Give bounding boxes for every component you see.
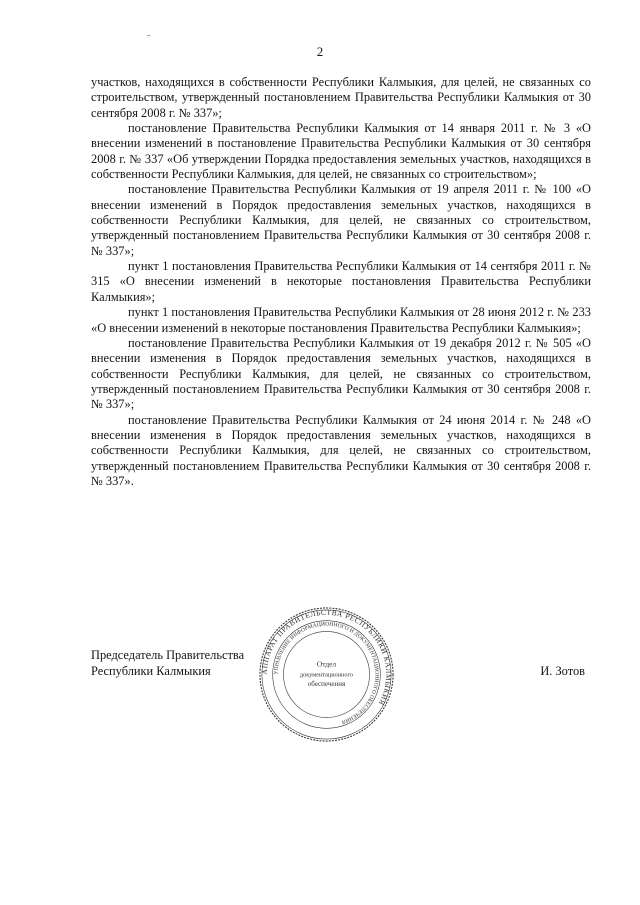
signatory-title-line2: Республики Калмыкия [91,664,211,678]
seal-center-line2: документационного [299,671,354,679]
paragraph-list-item: пункт 1 постановления Правительства Республики Калмыкия от 28 июня 2012 г. № 233 «О внесении изменений в некоторые постановления Правительства Республики Калмыкия»; [91,305,591,335]
paragraph-list-item: постановление Правительства Республики Калмыкия от 19 декабря 2012 г. № 505 «О внесении изменения в Порядок предоставления земельных участков, находящихся в собственности Республики Калмыкия, для целей, не связанных со строительством, утвержденный постановлением Правительства Республики Калмыкия от 30 сентября 2008 г. № 337»; [91,335,591,412]
official-seal-stamp [258,606,395,743]
paragraph-list-item: постановление Правительства Республики Калмыкия от 24 июня 2014 г. № 248 «О внесении изменения в Порядок предоставления земельных участков, находящихся в собственности Республики Калмыкия, для целей, не связанных со строительством, утвержденный постановлением Правительства Республики Калмыкия от 30 сентября 2008 г. № 337». [91,412,591,488]
seal-center-line3: обеспечения [307,680,346,689]
signatory-name: И. Зотов [540,664,585,678]
signatory-title-line1: Председатель Правительства [91,648,245,662]
paragraph-list-item: пункт 1 постановления Правительства Республики Калмыкия от 14 сентября 2011 г. № 315 «О внесении изменений в некоторые постановления Правительства Республики Калмыкия»; [91,259,591,304]
page-number: 2 [316,44,324,59]
paragraph-continuation: участков, находящихся в собственности Республики Калмыкия, для целей, не связанных со строительством, утвержденный постановлением Правительства Республики Калмыкия от 30 сентября 2008 г. № 337»; [91,75,591,120]
seal-inner-text: УПРАВЛЕНИЕ ИНФОРМАЦИОННОГО И ДОКУМЕНТАЦИОННОГО ОБЕСПЕЧЕНИЯ [273,621,380,725]
scan-mark: ˜ [147,34,151,45]
seal-outer-text: АППАРАТ ПРАВИТЕЛЬСТВА РЕСПУБЛИКИ КАЛМЫКИЯ [259,607,394,708]
signatory-title [91,647,281,679]
paragraph-list-item: постановление Правительства Республики Калмыкия от 14 января 2011 г. № 3 «О внесении изменений в постановление Правительства Республики Калмыкия от 30 сентября 2008 г. № 337 «Об утверждении Порядка предоставления земельных участков, находящихся в собственности Республики Калмыкия, для целей, не связанных со строительством»; [91,121,591,182]
paragraph-list-item: постановление Правительства Республики Калмыкия от 19 апреля 2011 г. № 100 «О внесении изменений в Порядок предоставления земельных участков, находящихся в собственности Республики Калмыкия, для целей, не связанных со строительством, утвержденный постановлением Правительства Республики Калмыкия от 30 сентября 2008 г. № 337»; [91,182,591,258]
document-body [91,75,591,489]
seal-center-line1: Отдел [316,659,337,669]
